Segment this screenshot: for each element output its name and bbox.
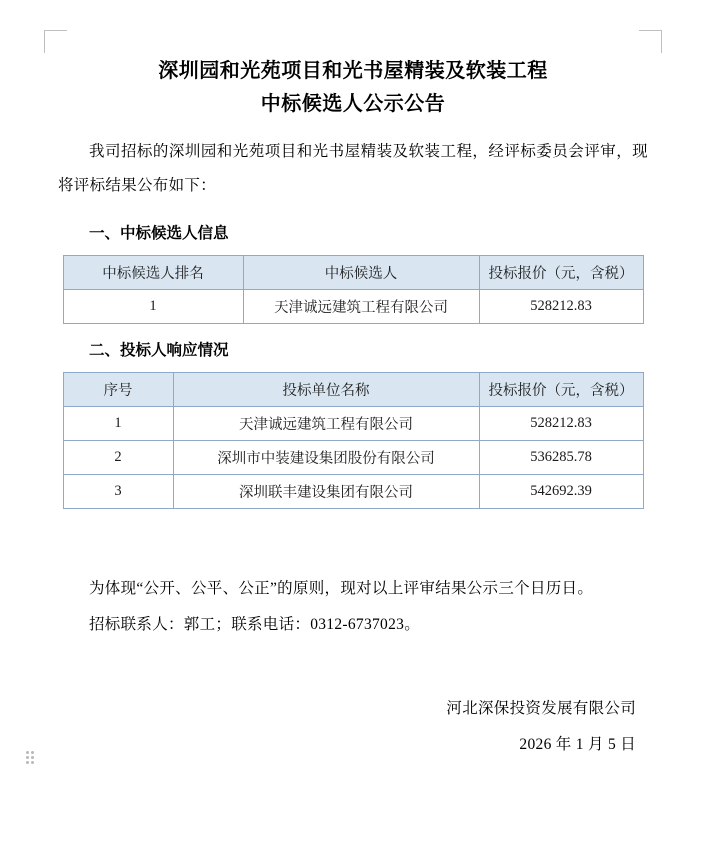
closing-paragraph-1: 为体现“公开、公平、公正”的原则，现对以上评审结果公示三个日历日。: [89, 579, 594, 597]
title-line-1: 深圳园和光苑项目和光书屋精装及软装工程: [158, 60, 548, 82]
table-cell: 528212.83: [479, 406, 643, 440]
signature-date: 2026 年 1 月 5 日: [519, 735, 636, 753]
signature-block: [58, 691, 648, 763]
table-cell: 542692.39: [479, 474, 643, 508]
table-header-cell: 投标单位名称: [173, 372, 479, 406]
section-heading-candidates: 一、中标候选人信息: [89, 224, 229, 242]
table-cell: 2: [63, 440, 173, 474]
table-row: [63, 440, 643, 474]
table-cell: 536285.78: [479, 440, 643, 474]
table-header-cell: 序号: [63, 372, 173, 406]
intro-paragraph: 我司招标的深圳园和光苑项目和光书屋精装及软装工程，经评标委员会评审，现将评标结果公布如下：: [58, 143, 648, 194]
table-row: [63, 406, 643, 440]
table-header-cell: 中标候选人: [243, 255, 479, 289]
table-header-cell: 投标报价（元，含税）: [479, 255, 643, 289]
table-row: [63, 474, 643, 508]
signer-name: 河北深保投资发展有限公司: [446, 699, 636, 717]
table-cell: 3: [63, 474, 173, 508]
candidates-table: [63, 255, 644, 324]
document-content: [58, 55, 648, 763]
content-spacer: [58, 509, 648, 571]
section-heading-bidders: 二、投标人响应情况: [89, 341, 229, 359]
table-header-cell: 投标报价（元，含税）: [479, 372, 643, 406]
title-line-2: 中标候选人公示公告: [260, 93, 446, 115]
table-row: [63, 289, 643, 323]
closing-paragraph-2: 招标联系人：郭工；联系电话：0312-6737023。: [89, 615, 421, 633]
table-header-cell: 中标候选人排名: [63, 255, 243, 289]
table-cell: 深圳联丰建设集团有限公司: [173, 474, 479, 508]
bidders-table: [63, 372, 644, 509]
drag-handle-icon[interactable]: [26, 751, 36, 765]
table-cell: 深圳市中装建设集团股份有限公司: [173, 440, 479, 474]
table-cell: 1: [63, 289, 243, 323]
crop-mark-top-left: [44, 30, 67, 53]
table-cell: 1: [63, 406, 173, 440]
table-header-row: [63, 255, 643, 289]
table-cell: 天津诚远建筑工程有限公司: [243, 289, 479, 323]
table-cell: 天津诚远建筑工程有限公司: [173, 406, 479, 440]
page-title: [58, 55, 648, 121]
table-header-row: [63, 372, 643, 406]
table-cell: 528212.83: [479, 289, 643, 323]
crop-mark-top-right: [639, 30, 662, 53]
